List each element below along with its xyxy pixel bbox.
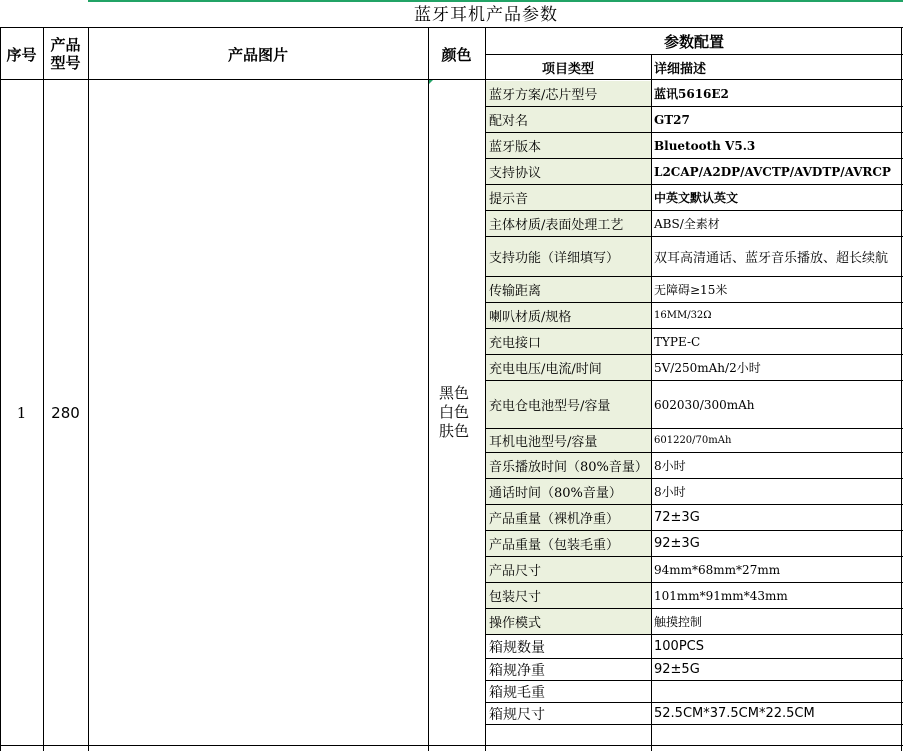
grid-hline [485,276,903,277]
grid-vline [651,54,652,751]
grid-hline [485,54,903,55]
product-colors [428,80,485,745]
param-value: 101mm*91mm*43mm [654,588,788,603]
param-label: 充电电压/电流/时间 [486,355,651,380]
param-value: 触摸控制 [654,615,703,629]
grid-vline [901,27,902,751]
param-label: 箱规尺寸 [486,703,651,724]
param-value: 8小时 [654,485,686,499]
grid-hline [0,79,903,80]
grid-hline [485,724,903,725]
param-label: 通话时间（80%音量） [486,479,651,504]
grid-hline [485,530,903,531]
grid-hline [485,582,903,583]
param-value: 5V/250mAh/2小时 [654,361,761,375]
param-label: 箱规数量 [486,635,651,658]
param-label: 操作模式 [486,609,651,634]
header-image: 产品图片 [227,45,288,64]
param-label: 支持协议 [486,159,651,184]
param-label: 蓝牙版本 [486,133,651,158]
product-image-cell [88,80,428,745]
param-label: 支持功能（详细填写） [486,237,651,276]
grid-hline [485,504,903,505]
header-item-type: 项目类型 [541,61,594,77]
grid-hline [485,302,903,303]
grid-vline [43,27,44,751]
grid-hline [485,380,903,381]
param-value: L2CAP/A2DP/AVCTP/AVDTP/AVRCP [654,164,891,179]
grid-hline [485,658,903,659]
header-config: 参数配置 [663,32,724,51]
header-color: 颜色 [441,45,472,64]
grid-hline [485,210,903,211]
param-label: 箱规毛重 [486,681,651,702]
param-label: 提示音 [486,185,651,210]
param-label: 充电接口 [486,329,651,354]
param-label: 产品重量（裸机净重） [486,505,651,530]
grid-vline [485,27,486,751]
param-value: 100PCS [654,639,704,654]
param-value [651,681,903,702]
param-label: 蓝牙方案/芯片型号 [486,81,651,106]
param-label: 产品尺寸 [486,557,651,582]
param-value: GT27 [654,112,690,127]
param-label: 产品重量（包装毛重） [486,531,651,556]
grid-hline [485,680,903,681]
header-seq: 序号 [6,45,37,64]
param-value: 16MM/32Ω [654,310,712,321]
sheet-title: 蓝牙耳机产品参数 [414,5,558,25]
grid-hline [485,106,903,107]
grid-hline [485,354,903,355]
param-label: 耳机电池型号/容量 [486,429,651,452]
param-value: 8小时 [654,459,686,473]
grid-vline [428,27,429,751]
param-value: 蓝讯5616E2 [654,87,729,101]
param-value: 中英文默认英文 [654,191,739,205]
param-value: 双耳高清通话、蓝牙音乐播放、超长续航 [654,251,889,266]
param-value: 94mm*68mm*27mm [654,562,781,577]
color-white: 白色 [439,403,470,421]
color-black: 黑色 [439,384,470,402]
color-skin: 肤色 [439,422,470,440]
header-model: 产品型号 [50,36,81,72]
grid-vline [88,27,89,751]
grid-hline [0,745,903,746]
param-label: 包装尺寸 [486,583,651,608]
grid-hline [485,236,903,237]
grid-hline [485,158,903,159]
product-model: 280 [51,403,80,422]
grid-hline [0,27,903,28]
grid-hline [485,634,903,635]
param-value: 602030/300mAh [654,397,755,412]
param-label: 喇叭材质/规格 [486,303,651,328]
param-value: 52.5CM*37.5CM*22.5CM [654,706,815,721]
param-value: 92±5G [654,662,700,677]
param-label: 传输距离 [486,277,651,302]
grid-hline [485,328,903,329]
param-value: TYPE-C [654,334,701,349]
param-value: Bluetooth V5.3 [654,138,756,153]
param-value: ABS/全素材 [654,217,720,231]
param-label: 配对名 [486,107,651,132]
param-label: 箱规净重 [486,659,651,680]
grid-vline [0,27,1,751]
grid-hline [485,428,903,429]
grid-hline [485,184,903,185]
param-value: 601220/70mAh [654,435,732,446]
grid-hline [485,132,903,133]
grid-hline [485,702,903,703]
grid-hline [485,478,903,479]
product-seq: 1 [16,403,27,422]
grid-hline [485,556,903,557]
header-detail: 详细描述 [654,61,707,77]
param-value: 92±3G [654,536,700,551]
param-value: 无障碍≥15米 [654,283,728,297]
param-label: 主体材质/表面处理工艺 [486,211,651,236]
param-value [651,725,903,745]
param-label: 充电仓电池型号/容量 [486,381,651,428]
param-label [486,725,651,745]
param-value: 72±3G [654,510,700,525]
grid-hline [485,452,903,453]
param-label: 音乐播放时间（80%音量） [486,453,651,478]
grid-hline [485,608,903,609]
selection-indicator [88,0,903,2]
